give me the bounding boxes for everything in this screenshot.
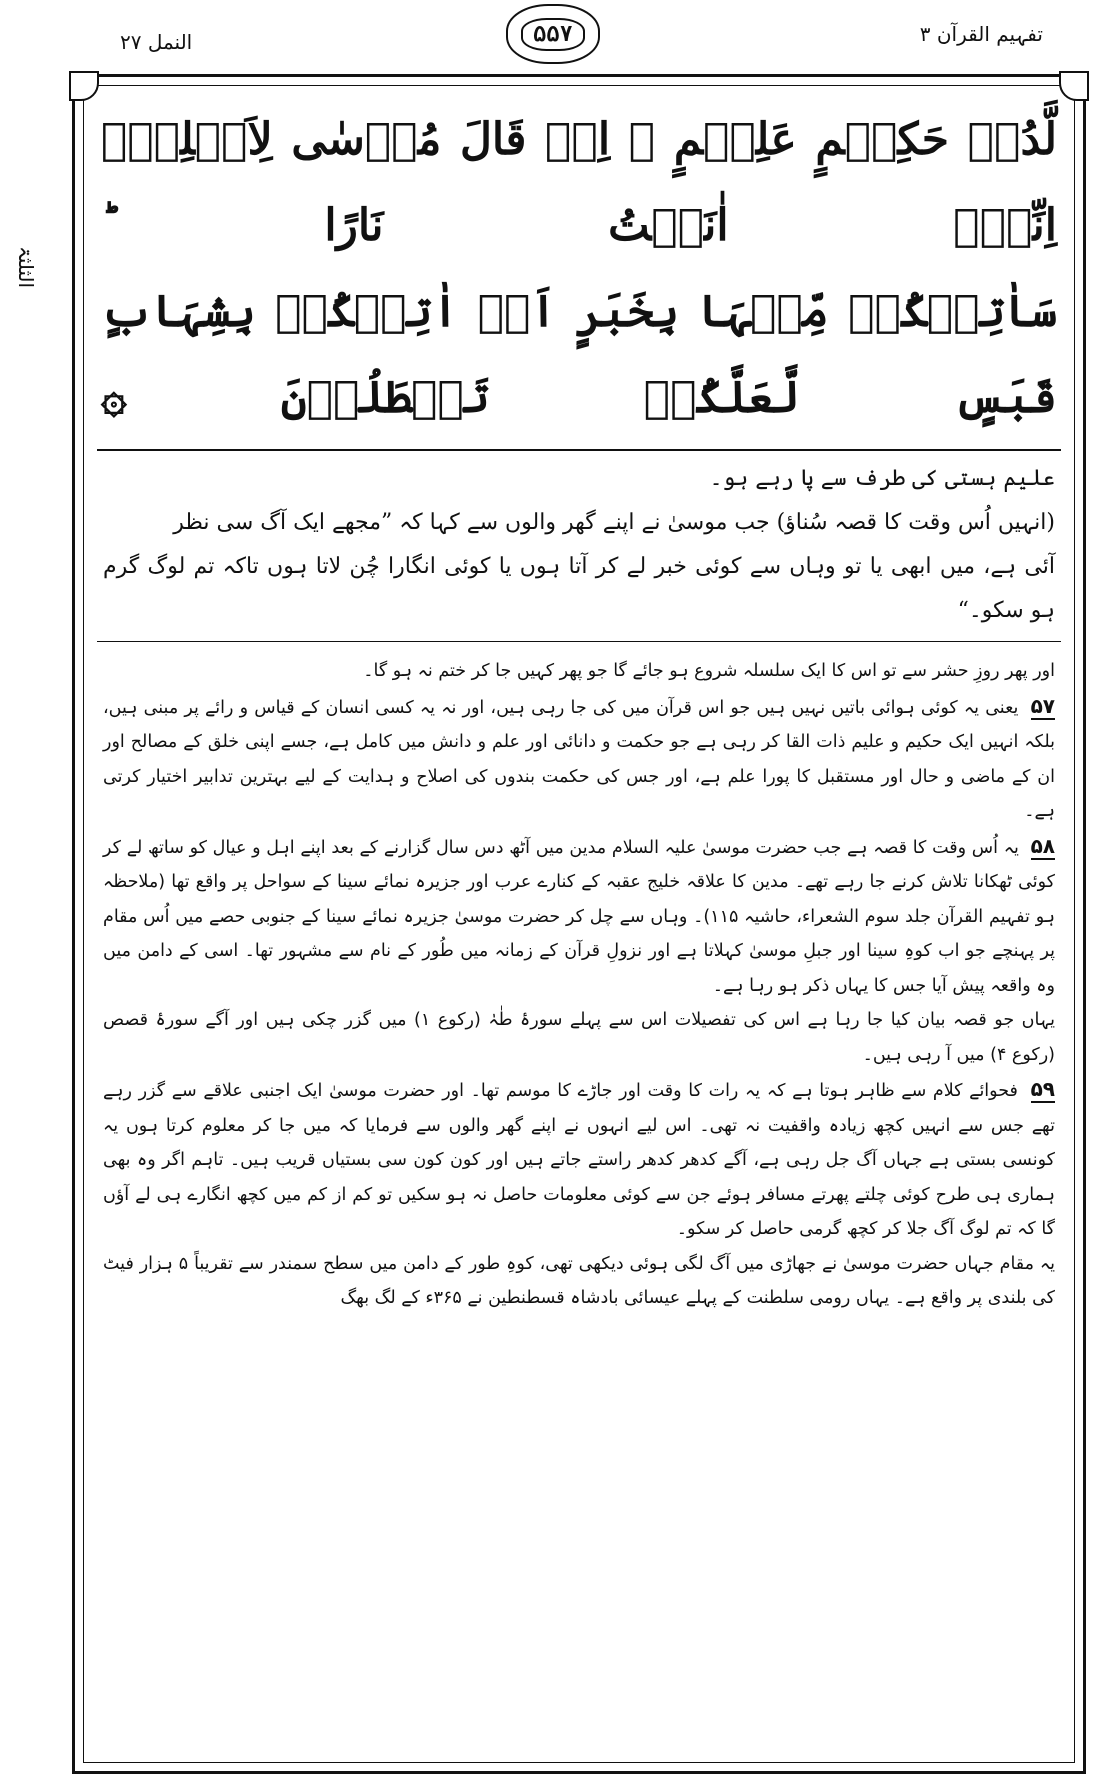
arabic-line: سَاٰتِیۡکُمۡ مِّنۡہَا بِخَبَرٍ اَوۡ اٰتِیۡکُمۡ بِشِہَابٍ قَبَسٍ لَّعَلَّکُمۡ تَصۡطَلُوۡنَ ۞ (101, 286, 1057, 423)
commentary-paragraph: اور پھر روزِ حشر سے تو اس کا ایک سلسلہ شروع ہو جائے گا جو پھر کہیں جا کر ختم نہ ہو گا۔ (363, 661, 1055, 681)
book-title: تفہیم القرآن ۳ (919, 22, 1043, 46)
page-content (97, 91, 1061, 1761)
footnote-57 (103, 689, 1055, 829)
footnote-text: فحوائے کلام سے ظاہر ہوتا ہے کہ یہ رات کا وقت اور جاڑے کا موسم تھا۔ اور حضرت موسیٰ ایک اجنبی علاقے سے گزر رہے تھے جس سے انہیں کچھ زیادہ واقفیت نہ تھی۔ اس لیے انہوں نے اپنے گھر والوں سے فرمایا کہ میں جا کر معلوم کرتا ہوں یہ کونسی بستی ہے جہاں آگ جل رہی ہے، آگے کدھر کدھر راستے جاتے ہیں اور کون کون سی بستیاں قریب ہیں۔ تاہم اگر وہ بھی ہماری ہی طرح کوئی چلتے پھرتے مسافر ہوئے جن سے کوئی معلومات حاصل نہ ہو سکیں تو کم از کم میں کچھ انگارے ہی لے آؤں گا کہ تم لوگ آگ جلا کر کچھ گرمی حاصل کر سکو۔ (103, 1081, 1055, 1239)
arabic-line: لَّدُنۡ حَکِیۡمٍ عَلِیۡمٍ ۞ اِذۡ قَالَ مُوۡسٰی لِاَہۡلِہٖۤ اِنِّیۡۤ اٰنَسۡتُ نَارًا ؕ (101, 114, 1057, 251)
footnote-58 (103, 829, 1055, 1004)
footnote-59 (103, 1072, 1055, 1247)
surah-reference: النمل ۲۷ (120, 30, 193, 54)
commentary-paragraph: یہ مقام جہاں حضرت موسیٰ نے جھاڑی میں آگ لگی ہوئی دیکھی تھی، کوہِ طور کے دامن میں سطح سمندر سے تقریباً ۵ ہزار فیٹ کی بلندی پر واقع ہے۔ یہاں رومی سلطنت کے پہلے عیسائی بادشاہ قسطنطین نے ۳۶۵ء کے لگ بھگ (103, 1253, 1056, 1308)
footnote-text: یہ اُس وقت کا قصہ ہے جب حضرت موسیٰ علیہ السلام مدین میں آٹھ دس سال گزارنے کے بعد اپنے اہل و عیال کو ساتھ لے کر کوئی ٹھکانا تلاش کرنے جا رہے تھے۔ مدین کا علاقہ خلیج عقبہ کے کنارے عرب اور جزیرہ نمائے سینا کے سواحل پر واقع تھا (ملاحظہ ہو تفہیم القرآن جلد سوم الشعراء، حاشیہ ۱۱۵)۔ وہاں سے چل کر حضرت موسیٰ جزیرہ نمائے سینا کے جنوبی حصے میں اُس مقام پر پہنچے جو اب کوہِ سینا اور جبلِ موسیٰ کہلاتا ہے اور نزولِ قرآن کے زمانہ میں طُور کے نام سے مشہور تھا۔ اسی کے دامن میں وہ واقعہ پیش آیا جس کا یہاں ذکر ہو رہا ہے۔ (103, 837, 1055, 996)
page-number: ۵۵۷ (521, 18, 585, 51)
page-number-badge (506, 4, 600, 64)
divider (97, 641, 1061, 642)
corner-ornament-icon (69, 71, 99, 101)
arabic-text-block (101, 97, 1057, 441)
translation-line: آئی ہے، میں ابھی یا تو وہاں سے کوئی خبر لے کر آتا ہوں یا کوئی انگارا چُن لاتا ہوں تاکہ تم لوگ گرم ہو سکو۔“ (103, 554, 1056, 623)
footnote-number: ۵۸ (1030, 833, 1055, 858)
footnote-text: یعنی یہ کوئی ہوائی باتیں نہیں ہیں جو اس قرآن میں کی جا رہی ہیں، اور نہ یہ کسی انسان کے قیاس و رائے پر مبنی ہیں، بلکہ انہیں ایک حکیم و علیم ذات القا کر رہی ہے جو حکمت و دانائی اور علم و دانش میں کامل ہے، جسے اپنی خلق کے مصالح اور ان کے ماضی و حال اور مستقبل کا پورا علم ہے، اور جس کی حکمت بندوں کی اصلاح و ہدایت کے لیے بہترین تدابیر اختیار کرتی ہے۔ (103, 697, 1055, 821)
corner-ornament-icon (1059, 71, 1089, 101)
translation-line: علیم ہستی کی طرف سے پا رہے ہو۔ (709, 466, 1055, 491)
footnote-number: ۵۹ (1030, 1077, 1055, 1101)
footnote-number: ۵۷ (1030, 693, 1055, 718)
commentary-block (103, 654, 1055, 1316)
translation-block (103, 457, 1055, 633)
side-label: الثلثۃ (14, 245, 38, 289)
divider (97, 449, 1061, 451)
page-frame (72, 74, 1086, 1774)
commentary-paragraph: یہاں جو قصہ بیان کیا جا رہا ہے اس کی تفصیلات اس سے پہلے سورۂ طٰہٰ (رکوع ۱) میں گزر چکی ہیں اور آگے سورۂ قصص (رکوع ۴) میں آ رہی ہیں۔ (103, 1010, 1055, 1065)
translation-line: (انہیں اُس وقت کا قصہ سُناؤ) جب موسیٰ نے اپنے گھر والوں سے کہا کہ ”مجھے ایک آگ سی نظر (173, 510, 1055, 535)
